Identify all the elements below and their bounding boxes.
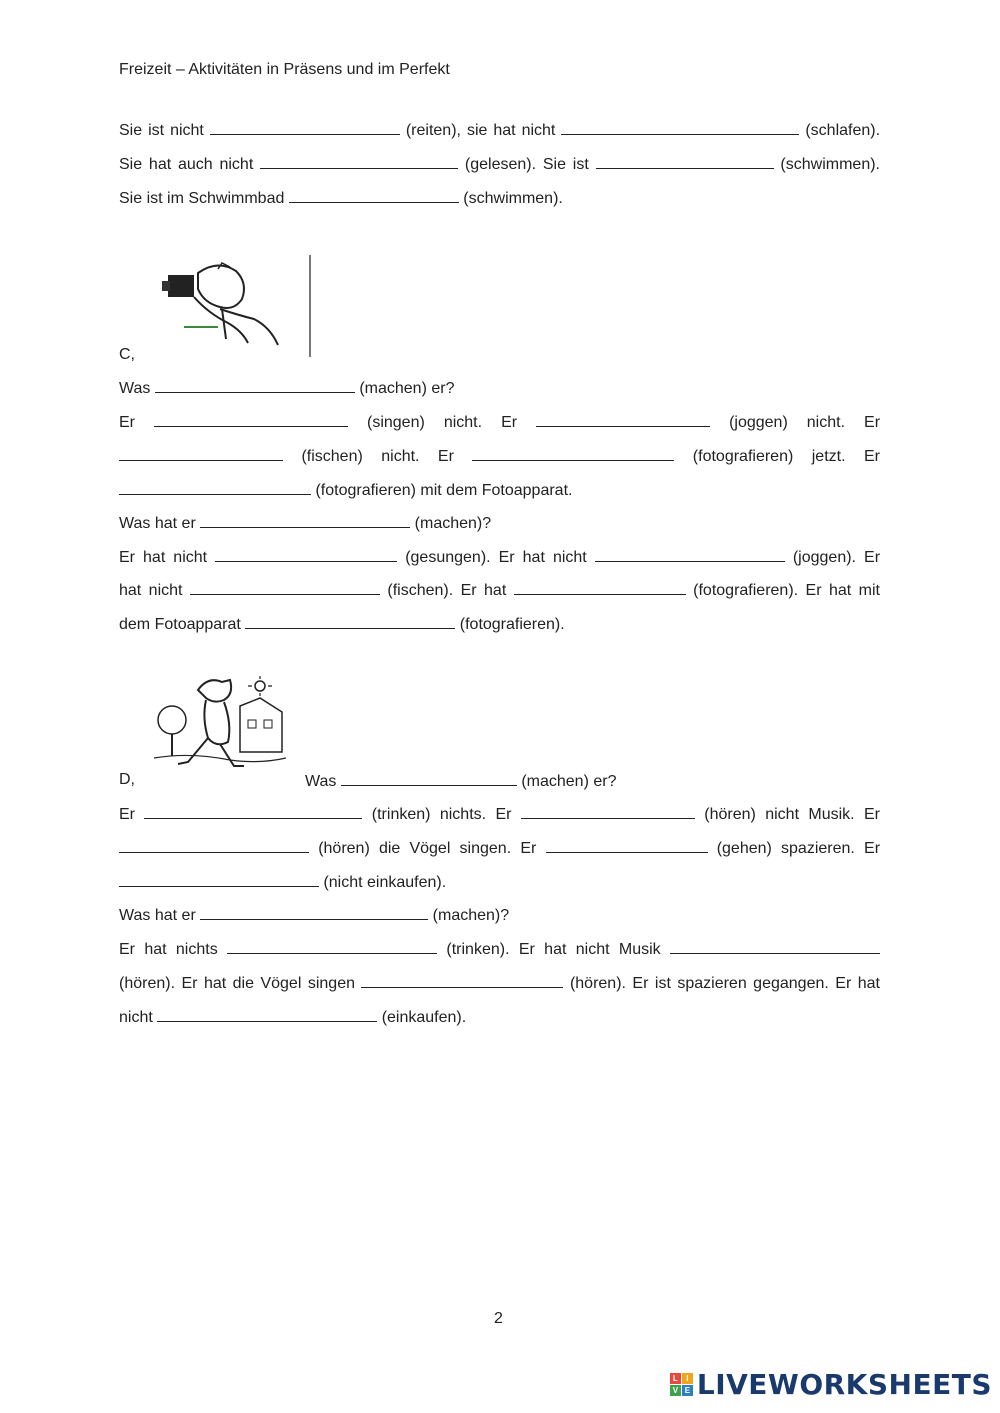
text: (machen)? bbox=[432, 907, 510, 924]
answer-blank[interactable] bbox=[596, 154, 774, 169]
text: (joggen) bbox=[729, 414, 788, 431]
answer-blank[interactable] bbox=[361, 973, 563, 988]
answer-blank[interactable] bbox=[155, 378, 355, 393]
text: Sie ist nicht bbox=[119, 122, 204, 139]
answer-blank[interactable] bbox=[260, 154, 458, 169]
text: nicht. bbox=[806, 414, 846, 431]
text: (fischen). Er hat bbox=[387, 582, 507, 599]
sentence-line bbox=[119, 580, 880, 601]
text: (fotografieren) bbox=[692, 448, 794, 465]
page-title: Freizeit – Aktivitäten in Präsens und im Perfekt bbox=[119, 61, 450, 78]
answer-blank[interactable] bbox=[546, 838, 708, 853]
answer-blank[interactable] bbox=[521, 804, 695, 819]
answer-blank[interactable] bbox=[210, 120, 400, 135]
text: (hören) nicht Musik. Er bbox=[704, 806, 880, 823]
answer-blank[interactable] bbox=[227, 939, 437, 954]
text: (trinken) nichts. Er bbox=[371, 806, 512, 823]
answer-blank[interactable] bbox=[190, 580, 380, 595]
text: Sie ist im Schwimmbad bbox=[119, 190, 285, 207]
text: (machen)? bbox=[414, 515, 492, 532]
sentence-line bbox=[119, 804, 880, 825]
brand-name: LIVEWORKSHEETS bbox=[696, 1368, 992, 1401]
text: (schwimmen). bbox=[463, 190, 563, 207]
question-line bbox=[119, 513, 880, 534]
answer-blank[interactable] bbox=[472, 446, 674, 461]
text: dem Fotoapparat bbox=[119, 616, 241, 633]
logo-cell: I bbox=[682, 1373, 693, 1384]
sentence-line bbox=[119, 872, 880, 893]
answer-blank[interactable] bbox=[119, 446, 283, 461]
text: (fotografieren) mit dem Fotoapparat. bbox=[315, 482, 573, 499]
answer-blank[interactable] bbox=[341, 771, 517, 786]
text: hat nicht bbox=[119, 582, 183, 599]
photographer-illustration bbox=[138, 253, 314, 366]
walking-man-illustration bbox=[150, 672, 290, 783]
text: nicht bbox=[119, 1009, 153, 1026]
sentence-line bbox=[119, 120, 880, 141]
text: (machen) er? bbox=[521, 773, 617, 790]
text: (einkaufen). bbox=[381, 1009, 467, 1026]
text: Er bbox=[864, 414, 881, 431]
text: Sie hat auch nicht bbox=[119, 156, 254, 173]
sentence-line bbox=[119, 838, 880, 859]
text: Er hat nichts bbox=[119, 941, 218, 958]
answer-blank[interactable] bbox=[245, 614, 455, 629]
logo-cell: L bbox=[670, 1373, 681, 1384]
liveworksheets-brand bbox=[670, 1368, 992, 1401]
text: (hören). Er ist spazieren gegangen. Er hat bbox=[569, 975, 880, 992]
answer-blank[interactable] bbox=[119, 838, 309, 853]
text: Er bbox=[863, 448, 880, 465]
answer-blank[interactable] bbox=[595, 547, 785, 562]
sentence-line bbox=[119, 154, 880, 175]
text: (gesungen). Er hat nicht bbox=[405, 549, 587, 566]
text: (fotografieren). Er hat mit bbox=[693, 582, 880, 599]
answer-blank[interactable] bbox=[289, 188, 459, 203]
text: (singen) bbox=[367, 414, 425, 431]
text: Was bbox=[305, 773, 337, 790]
text: (schlafen). bbox=[805, 122, 881, 139]
text: Er bbox=[119, 806, 135, 823]
text: (joggen). Er bbox=[792, 549, 881, 566]
section-d-label: D, bbox=[119, 771, 135, 788]
answer-blank[interactable] bbox=[670, 939, 880, 954]
logo-cell: V bbox=[670, 1385, 681, 1396]
answer-blank[interactable] bbox=[215, 547, 397, 562]
text: (machen) er? bbox=[359, 380, 455, 397]
sentence-line bbox=[119, 973, 880, 994]
section-c-label: C, bbox=[119, 346, 135, 363]
answer-blank[interactable] bbox=[200, 513, 410, 528]
text: (schwimmen). bbox=[780, 156, 880, 173]
text: nicht. bbox=[443, 414, 483, 431]
sentence-line bbox=[119, 1007, 880, 1028]
text: (hören) die Vögel singen. Er bbox=[318, 840, 537, 857]
text: (nicht einkaufen). bbox=[323, 874, 447, 891]
question-line bbox=[119, 905, 880, 926]
sentence-line bbox=[119, 188, 880, 209]
answer-blank[interactable] bbox=[561, 120, 799, 135]
answer-blank[interactable] bbox=[157, 1007, 377, 1022]
text: Er bbox=[501, 414, 518, 431]
text: (trinken). Er hat nicht Musik bbox=[446, 941, 661, 958]
answer-blank[interactable] bbox=[514, 580, 686, 595]
sentence-line bbox=[119, 939, 880, 960]
text: jetzt. bbox=[811, 448, 846, 465]
answer-blank[interactable] bbox=[119, 872, 319, 887]
text: (reiten), sie hat nicht bbox=[405, 122, 556, 139]
question-line bbox=[119, 378, 880, 399]
answer-blank[interactable] bbox=[144, 804, 362, 819]
text: Was hat er bbox=[119, 907, 196, 924]
answer-blank[interactable] bbox=[119, 480, 311, 495]
text: nicht. bbox=[381, 448, 420, 465]
sentence-line bbox=[119, 412, 880, 433]
liveworksheets-logo-icon bbox=[670, 1373, 693, 1396]
answer-blank[interactable] bbox=[154, 412, 348, 427]
sentence-line bbox=[119, 480, 880, 501]
text: Er bbox=[119, 414, 135, 431]
text: Er bbox=[437, 448, 454, 465]
page-number: 2 bbox=[494, 1310, 503, 1327]
text: (fischen) bbox=[301, 448, 363, 465]
text: Er hat nicht bbox=[119, 549, 208, 566]
text: (hören). Er hat die Vögel singen bbox=[119, 975, 355, 992]
sentence-line bbox=[119, 446, 880, 467]
text: (fotografieren). bbox=[459, 616, 565, 633]
answer-blank[interactable] bbox=[200, 905, 428, 920]
answer-blank[interactable] bbox=[536, 412, 710, 427]
text: Was hat er bbox=[119, 515, 196, 532]
text: (gelesen). Sie ist bbox=[464, 156, 589, 173]
sentence-line bbox=[119, 614, 880, 635]
sentence-line bbox=[119, 547, 880, 568]
text: Was bbox=[119, 380, 151, 397]
text: (gehen) spazieren. Er bbox=[716, 840, 881, 857]
question-line bbox=[305, 771, 616, 791]
logo-cell: E bbox=[682, 1385, 693, 1396]
